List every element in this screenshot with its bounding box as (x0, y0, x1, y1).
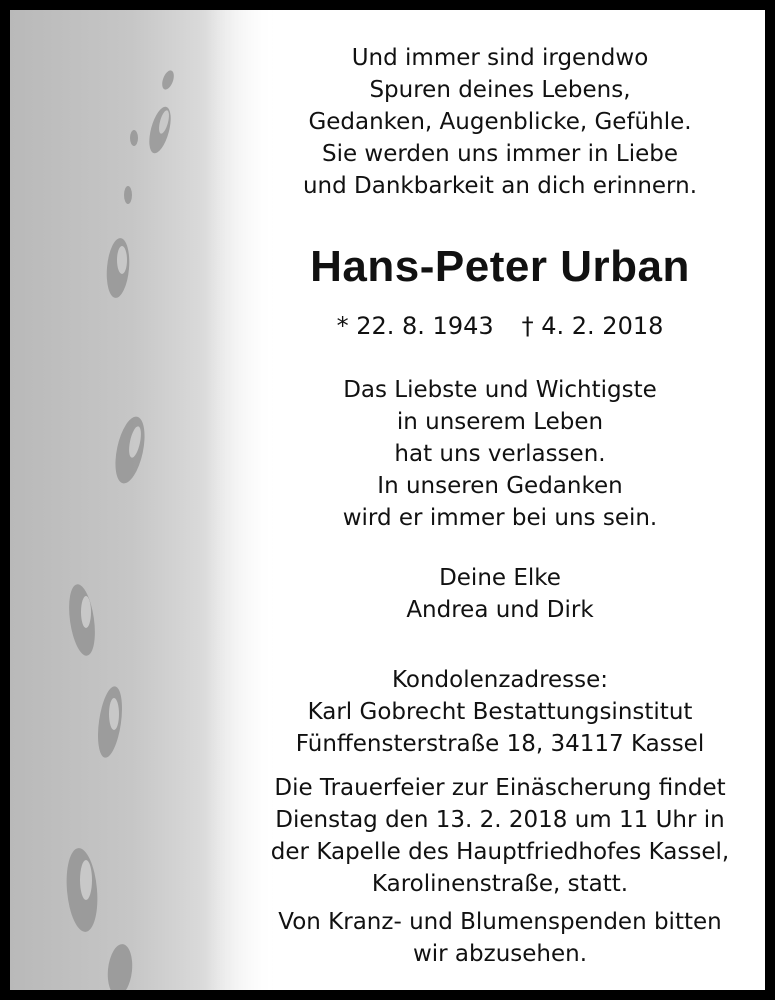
opening-poem (260, 42, 740, 202)
poem-line: in unserem Leben (396, 409, 604, 435)
signature-line: Andrea und Dirk (406, 597, 594, 623)
ceremony-notice (260, 772, 740, 900)
address-line: Fünffensterstraße 18, 34117 Kassel (295, 731, 705, 757)
flowers-request (260, 906, 740, 970)
address-line: Karl Gobrecht Bestattungsinstitut (307, 699, 693, 725)
closing-line: Von Kranz- und Blumenspenden bitten (278, 909, 722, 935)
address-line: Kondolenzadresse: (391, 667, 609, 693)
poem-line: hat uns verlassen. (394, 441, 606, 467)
poem-line: Und immer sind irgendwo (351, 45, 649, 71)
signature-line: Deine Elke (439, 565, 561, 591)
poem-line: wird er immer bei uns sein. (342, 505, 658, 531)
ceremony-line: der Kapelle des Hauptfriedhofes Kassel, (270, 839, 730, 865)
ceremony-line: Karolinenstraße, statt. (371, 871, 629, 897)
poem-line: Sie werden uns immer in Liebe (321, 141, 679, 167)
ceremony-line: Dienstag den 13. 2. 2018 um 11 Uhr in (275, 807, 725, 833)
poem-line: In unseren Gedanken (377, 473, 623, 499)
farewell-poem (260, 374, 740, 534)
poem-line: Spuren deines Lebens, (369, 77, 631, 103)
poem-line: Gedanken, Augenblicke, Gefühle. (308, 109, 692, 135)
condolence-address (260, 664, 740, 760)
poem-line: und Dankbarkeit an dich erinnern. (302, 173, 698, 199)
poem-line: Das Liebste und Wichtigste (343, 377, 657, 403)
mourners-signature (260, 562, 740, 626)
life-dates (260, 310, 740, 342)
birth-date: * 22. 8. 1943 (336, 312, 494, 340)
ceremony-line: Die Trauerfeier zur Einäscherung findet (274, 775, 726, 801)
closing-line: wir abzusehen. (412, 941, 588, 967)
footprints-in-sand-image (10, 10, 280, 990)
deceased-name: Hans-Peter Urban (310, 242, 690, 291)
death-date: † 4. 2. 2018 (521, 312, 664, 340)
